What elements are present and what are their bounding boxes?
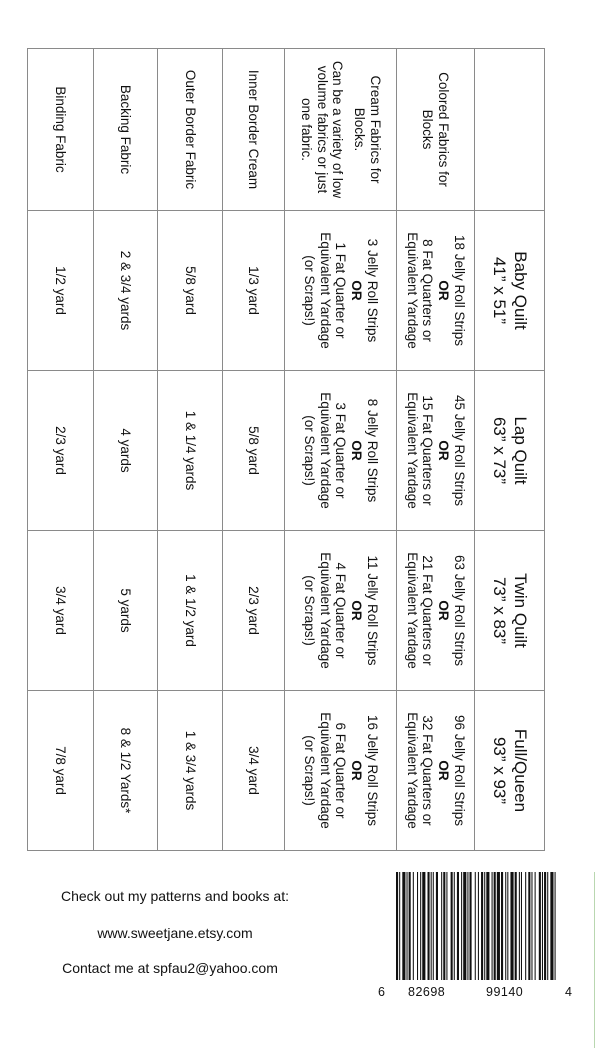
barcode-bar [494,872,496,980]
barcode-bar [433,872,434,980]
size-dimensions: 93” x 93” [490,736,510,805]
barcode-bar [454,872,455,980]
table-cell: 8 & 1/2 Yards* [94,691,158,851]
table-cell: 3/4 yard [223,691,285,851]
row-label-outer-border: Outer Border Fabric [158,49,223,211]
size-name: Baby Quilt [510,251,530,330]
barcode-bar [528,872,530,980]
table-cell [285,211,397,371]
table-cell: 4 yards [94,371,158,531]
cell-or: OR [349,760,365,781]
page-edge-line [594,872,595,1048]
barcode-bar [402,872,405,980]
table-cell: 2 & 3/4 yards [94,211,158,371]
barcode-bar [547,872,548,980]
table-corner-cell [475,49,545,211]
table-cell: 2/3 yard [28,371,94,531]
barcode-bar [492,872,493,980]
barcode-bar [470,872,472,980]
barcode-bar [542,872,543,980]
cell-or: OR [436,440,452,461]
cell-line: (or Scraps!) [301,415,317,486]
table-cell [285,691,397,851]
size-header-lap [475,371,545,531]
barcode-bar [505,872,506,980]
barcode-bar [544,872,546,980]
barcode-bar [463,872,466,980]
table-row-outer-border [158,49,223,851]
table-cell: 1 & 1/4 yards [158,371,223,531]
row-label-subtext: Can be a variety of low volume fabrics or just one fabric. [298,60,346,199]
cell-line: 8 Fat Quarters or [420,239,436,342]
barcode-digits-left: 82698 [408,985,446,999]
row-label-cream-fabrics [285,49,397,211]
table-cell: 1 & 1/2 yard [158,531,223,691]
barcode-bar [431,872,432,980]
cell-line: Equivalent Yardage [404,232,420,349]
barcode-bar [417,872,418,980]
size-header-full-queen [475,691,545,851]
row-label-colored-fabrics: Colored Fabrics for Blocks [397,49,475,211]
row-label-text: Cream Fabrics for Blocks. [352,75,384,184]
cell-line: Equivalent Yardage [317,392,333,509]
table-cell: 5/8 yard [158,211,223,371]
cell-line: Equivalent Yardage [317,552,333,669]
barcode-bar [420,872,421,980]
barcode-bar [443,872,445,980]
cell-line: 96 Jelly Roll Strips [452,714,468,827]
table-row-cream-fabrics [285,49,397,851]
cell-line: (or Scraps!) [301,735,317,806]
cell-or: OR [349,600,365,621]
table-cell [397,691,475,851]
barcode-bar [521,872,522,980]
barcode-bar [451,872,453,980]
cell-or: OR [436,760,452,781]
row-label-binding: Binding Fabric [28,49,94,211]
barcode-bar [461,872,462,980]
barcode-bar [481,872,483,980]
barcode-bar [510,872,513,980]
table-cell: 5 yards [94,531,158,691]
table-row-binding [28,49,94,851]
size-header-twin [475,531,545,691]
barcode-bar [457,872,459,980]
yardage-table-container [28,48,545,851]
barcode-bar [422,872,425,980]
barcode-bar [555,872,556,980]
barcode-bar [501,872,503,980]
cell-line: 16 Jelly Roll Strips [365,714,381,827]
table-cell [285,371,397,531]
cell-line: 63 Jelly Roll Strips [452,554,468,667]
size-header-baby [475,211,545,371]
email-contact-text: Contact me at spfau2@yahoo.com [62,960,278,976]
table-cell: 1 & 3/4 yards [158,691,223,851]
barcode-digit-check: 4 [565,985,572,999]
table-cell [397,371,475,531]
barcode-bar [535,872,536,980]
barcode-bar [478,872,479,980]
barcode-bar [515,872,517,980]
barcode-bar [413,872,414,980]
barcode-bar [484,872,485,980]
barcode-bar [525,872,526,980]
barcode-bar [486,872,489,980]
barcode-bar [497,872,500,980]
barcode-bar [407,872,408,980]
barcode-digit-system: 6 [378,985,385,999]
size-dimensions: 41” x 51” [490,256,510,325]
barcode-bar [507,872,508,980]
table-cell [397,531,475,691]
cell-line: Equivalent Yardage [317,712,333,829]
table-cell: 1/2 yard [28,211,94,371]
barcode-bar [399,872,400,980]
cell-or: OR [436,600,452,621]
size-dimensions: 63” x 73” [490,416,510,485]
barcode-bar [436,872,438,980]
cell-line: 11 Jelly Roll Strips [365,555,381,666]
table-header-row [475,49,545,851]
yardage-table-rotated [28,48,545,851]
barcode-bar [428,872,430,980]
barcode-bar [409,872,411,980]
cell-line: 8 Jelly Roll Strips [365,398,381,503]
cell-line: Equivalent Yardage [404,712,420,829]
cell-line: Equivalent Yardage [404,552,420,669]
cell-line: 15 Fat Quarters or [420,395,436,506]
table-cell: 7/8 yard [28,691,94,851]
barcode-bar [446,872,447,980]
cell-line: Equivalent Yardage [404,392,420,509]
barcode-bar [519,872,520,980]
cell-line: 4 Fat Quarter or [333,562,349,659]
barcode-bar [441,872,442,980]
barcode-digits-right: 99140 [486,985,524,999]
barcode-bar [475,872,476,980]
cell-line: Equivalent Yardage [317,232,333,349]
row-label-backing: Backing Fabric [94,49,158,211]
cell-line: (or Scraps!) [301,255,317,326]
table-cell [397,211,475,371]
cell-line: 1 Fat Quarter or [333,242,349,339]
size-name: Lap Quilt [510,416,530,485]
patterns-promo-text: Check out my patterns and books at: [60,888,289,904]
cell-line: 6 Fat Quarter or [333,722,349,819]
cell-or: OR [436,280,452,301]
table-cell: 1/3 yard [223,211,285,371]
cell-line: 21 Fat Quarters or [420,555,436,666]
barcode-bar [539,872,541,980]
table-cell: 2/3 yard [223,531,285,691]
barcode-bar [550,872,553,980]
cell-or: OR [349,440,365,461]
size-name: Twin Quilt [510,573,530,648]
cell-line: 45 Jelly Roll Strips [452,394,468,507]
website-link[interactable]: www.sweetjane.etsy.com [97,925,253,941]
size-name: Full/Queen [510,728,530,813]
table-row-backing [94,49,158,851]
table-cell: 3/4 yard [28,531,94,691]
table-row-inner-border [223,49,285,851]
table-cell [285,531,397,691]
cell-or: OR [349,280,365,301]
barcode-bar [531,872,532,980]
cell-line: 32 Fat Quarters or [420,715,436,826]
barcode-bars [378,872,574,984]
table-row-colored-fabrics [397,49,475,851]
yardage-table [27,48,545,851]
barcode [378,872,574,1004]
cell-line: 3 Jelly Roll Strips [365,238,381,343]
barcode-bar [396,872,398,980]
cell-line: 3 Fat Quarter or [333,402,349,499]
cell-line: 18 Jelly Roll Strips [452,234,468,347]
size-dimensions: 73” x 83” [490,576,510,645]
table-cell: 5/8 yard [223,371,285,531]
barcode-bar [467,872,468,980]
row-label-inner-border: Inner Border Cream [223,49,285,211]
cell-line: (or Scraps!) [301,575,317,646]
